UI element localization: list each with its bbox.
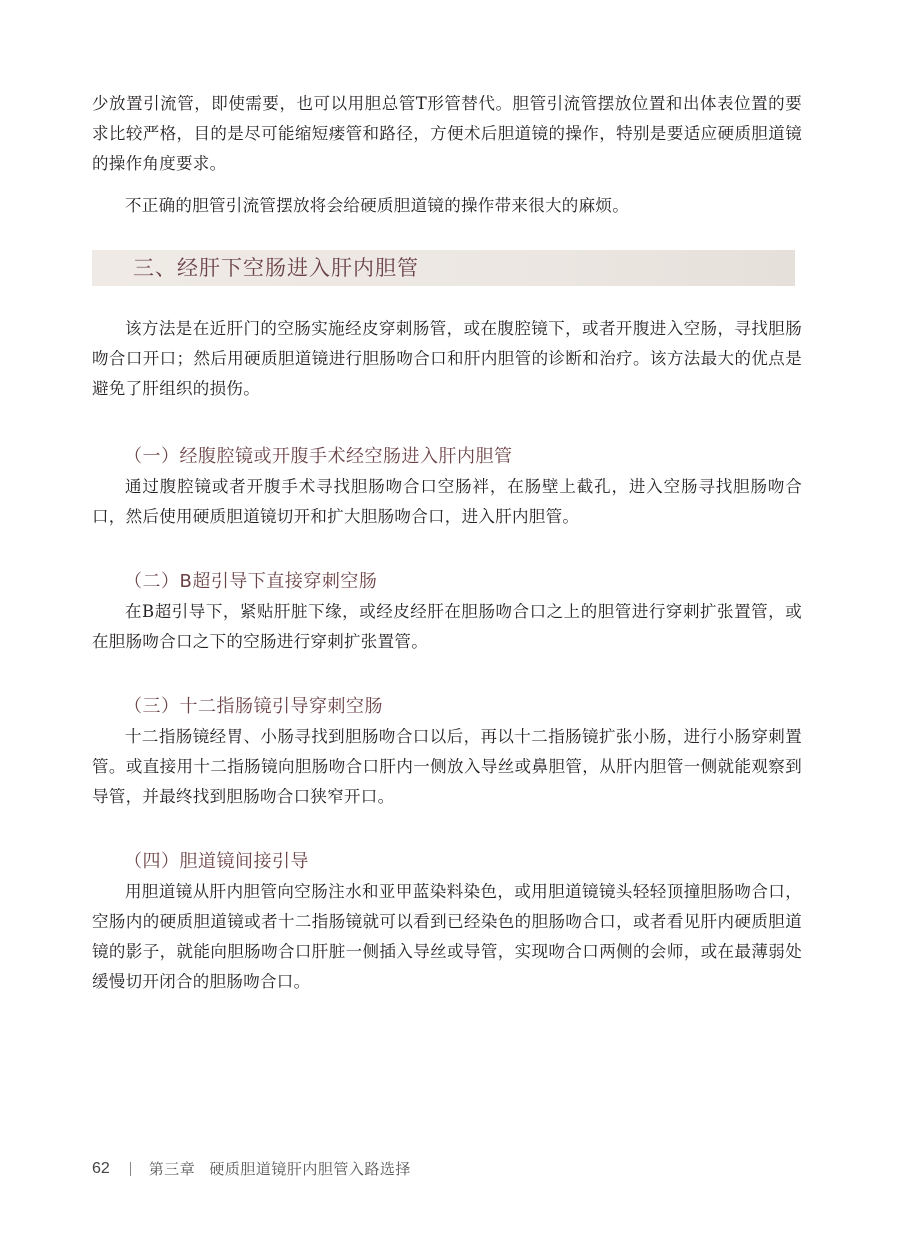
section-intro: 该方法是在近肝门的空肠实施经皮穿刺肠管，或在腹腔镜下，或者开腹进入空肠，寻找胆肠吻合口开口；然后用硬质胆道镜进行胆肠吻合口和肝内胆管的诊断和治疗。该方法最大的优点是避免了肝组织的损伤。 — [92, 319, 802, 398]
subsection-title-3: （三）十二指肠镜引导穿刺空肠 — [124, 696, 383, 717]
paragraph-continued: 少放置引流管，即使需要，也可以用胆总管T形管替代。胆管引流管摆放位置和出体表位置的要求比较严格，目的是尽可能缩短瘘管和路径，方便术后胆道镜的操作，特别是要适应硬质胆道镜的操作角度要求。 — [92, 94, 802, 173]
subsection-body-3: 十二指肠镜经胃、小肠寻找到胆肠吻合口以后，再以十二指肠镜扩张小肠，进行小肠穿刺置管。或直接用十二指肠镜向胆肠吻合口肝内一侧放入导丝或鼻胆管，从肝内胆管一侧就能观察到导管，并最终找到胆肠吻合口狭窄开口。 — [92, 727, 802, 806]
paragraph-note: 不正确的胆管引流管摆放将会给硬质胆道镜的操作带来很大的麻烦。 — [125, 196, 629, 215]
subsection-body-2: 在B超引导下，紧贴肝脏下缘，或经皮经肝在胆肠吻合口之上的胆管进行穿刺扩张置管，或在胆肠吻合口之下的空肠进行穿刺扩张置管。 — [92, 602, 802, 651]
subsection-body-4: 用胆道镜从肝内胆管向空肠注水和亚甲蓝染料染色，或用胆道镜镜头轻轻顶撞胆肠吻合口，空肠内的硬质胆道镜或者十二指肠镜就可以看到已经染色的胆肠吻合口，或者看见肝内硬质胆道镜的影子，就能向胆肠吻合口肝脏一侧插入导丝或导管，实现吻合口两侧的会师，或在最薄弱处缓慢切开闭合的胆肠吻合口。 — [92, 882, 802, 991]
subsection-title-4: （四）胆道镜间接引导 — [124, 851, 309, 872]
footer-divider — [130, 1162, 131, 1176]
page-number: 62 — [92, 1159, 110, 1177]
section-title: 三、经肝下空肠进入肝内胆管 — [133, 256, 419, 280]
chapter-title: 硬质胆道镜肝内胆管入路选择 — [209, 1160, 411, 1178]
subsection-title-2: （二）B超引导下直接穿刺空肠 — [124, 571, 378, 592]
page-footer — [92, 1158, 411, 1179]
subsection-body-1: 通过腹腔镜或者开腹手术寻找胆肠吻合口空肠袢，在肠壁上截孔，进入空肠寻找胆肠吻合口，然后使用硬质胆道镜切开和扩大胆肠吻合口，进入肝内胆管。 — [92, 477, 802, 526]
chapter-label: 第三章 — [148, 1160, 196, 1178]
subsection-title-1: （一）经腹腔镜或开腹手术经空肠进入肝内胆管 — [124, 446, 513, 467]
